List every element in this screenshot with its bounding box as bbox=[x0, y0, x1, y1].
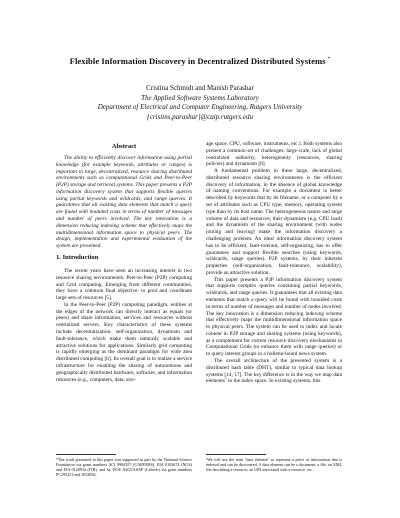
right-paragraph-0: age space, CPU, software, instruments, etc.). Both systems also present a common set of challenges: large scale, lack of global centralized authority, heterogeneity (resources, sharing policies) and dynamism [8]. bbox=[206, 141, 342, 168]
author-department: Department of Electrical and Computer Engineering, Rutgers University bbox=[97, 103, 303, 112]
footnote-rule-right bbox=[206, 454, 266, 455]
right-paragraph-2: This paper presents a P2P information discovery system that supports complex queries containing partial keywords, wildcards, and range queries. It guarantees that all existing data elements that match a query will be found with bounded costs in terms of number of messages and number of nodes involved. The key innovation is a dimension reducing indexing scheme that effectively maps the multidimensional information space to physical peers. The system can be used to index and locate content in P2P storage and sharing systems (using keywords), as a complement for current resource discovery mechanisms in Computational Grids (to enhance them with range queries) or to query interest groups in a bulletin-board news system. bbox=[206, 276, 342, 358]
title-footnote-mark: * bbox=[327, 57, 331, 63]
introduction-body bbox=[56, 268, 192, 383]
footnote-rule-left bbox=[56, 454, 116, 455]
author-names: Cristina Schmidt and Manish Parashar bbox=[146, 84, 254, 92]
abstract-heading: Abstract bbox=[111, 143, 137, 150]
intro-paragraph-2: In the Peer-to-Peer (P2P) computing paradigm, entities at the edges of the network can directly interact as equals (or peers) and share information, services and resources without centralized servers. Key characteristics of these systems include decentralization, self-organization, dynamism and fault-tolerance, which make them naturally scalable and attractive solutions for applications. Similarly grid computing is rapidly emerging as the dominant paradigm for wide area distributed computing [6]. Its overall goal is to realize a service infrastructure for enabling the sharing of autonomous and geographically distributed hardware, software, and information resources (e.g., computers, data, stor- bbox=[56, 301, 192, 383]
right-paragraph-3a: The overall architecture of the presented system is a distributed hash table (DHT), similar to typical data lookup systems [14, 17]. The key difference is in the way we map data elements bbox=[206, 358, 342, 385]
footnote-funding: *The work presented in this paper was supported in part by the National Science Foundation via grant numbers ACI 9984357 (CAREERS), EIA 0103674 (NGS) and EIA-0120934 (ITR), and by DOE ASCI/ASAP (Caltech) via grant numbers PC295251 and 1052856. bbox=[56, 457, 192, 477]
title-text: Flexible Information Discovery in Decentralized Distributed Systems bbox=[69, 56, 326, 66]
right-paragraph-1: A fundamental problem in these large, decentralized, distributed resource sharing environments is the efficient discovery of information, in the absence of global knowledge of naming conventions. For example a document is better described by keywords that by its filename, or a computer by a set of attributes such as CPU type, memory, operating system type than by its host name. The heterogeneous nature and large volume of data and resources, their dynamism (e.g. CPU load) and the dynamism of the sharing environment (with nodes joining and leaving) make the information discovery a challenging problem. An ideal information discovery system has to be efficient, fault-tolerant, self-organizing, has to offer guarantees and support flexible searches (using keywords, wildcards, range queries). P2P systems, by their inherent properties (self-organization, fault-tolerance, scalability), provide an attractive solution. bbox=[206, 168, 342, 276]
abstract-body bbox=[56, 155, 192, 250]
section-heading-introduction: 1. Introduction bbox=[56, 254, 99, 261]
intro-paragraph-1: The recent years have seen an increasing interest in two resource sharing environments: Peer-to-Peer (P2P) computing and Grid computing. Emerging from different communities, they have a common final objective: to pool and coordinate large sets of resources [5]. bbox=[56, 268, 192, 302]
footnote-ref-1: 1 bbox=[225, 376, 227, 381]
right-column-body bbox=[206, 141, 342, 385]
footnote-data-element: ¹We will use the term "data element" to represent a piece of information that is indexed and can be discovered. A data element can be a document, a file, an XML file describing a resource, an URI associated with a resource, etc. bbox=[206, 457, 342, 472]
author-block bbox=[0, 84, 400, 122]
author-email: {cristins,parashar}@caip.rutgers.edu bbox=[147, 112, 253, 121]
author-lab: The Applied Software Systems Laboratory bbox=[141, 93, 259, 102]
right-paragraph-3b: to the index space. In existing systems, this bbox=[226, 378, 321, 385]
abstract-paragraph: The ability to efficiently discover information using partial knowledge (for example keywords, attributes or ranges) is important in large, decentralized, resource sharing distributed environments such as computational Grids and Peer-to-Peer (P2P) storage and retrieval systems. This paper presents a P2P information discovery system that supports flexible queries using partial keywords and wildcards, and range queries. It guarantees that all existing data elements that match a query are found with bounded costs in terms of number of messages and number of peers involved. The key innovation is a dimension reducing indexing scheme that effectively maps the multidimensional information space to physical peers. The design, implementation and experimental evaluation of the system are presented. bbox=[56, 155, 192, 250]
right-paragraph-3 bbox=[206, 358, 342, 385]
paper-title bbox=[0, 56, 400, 66]
